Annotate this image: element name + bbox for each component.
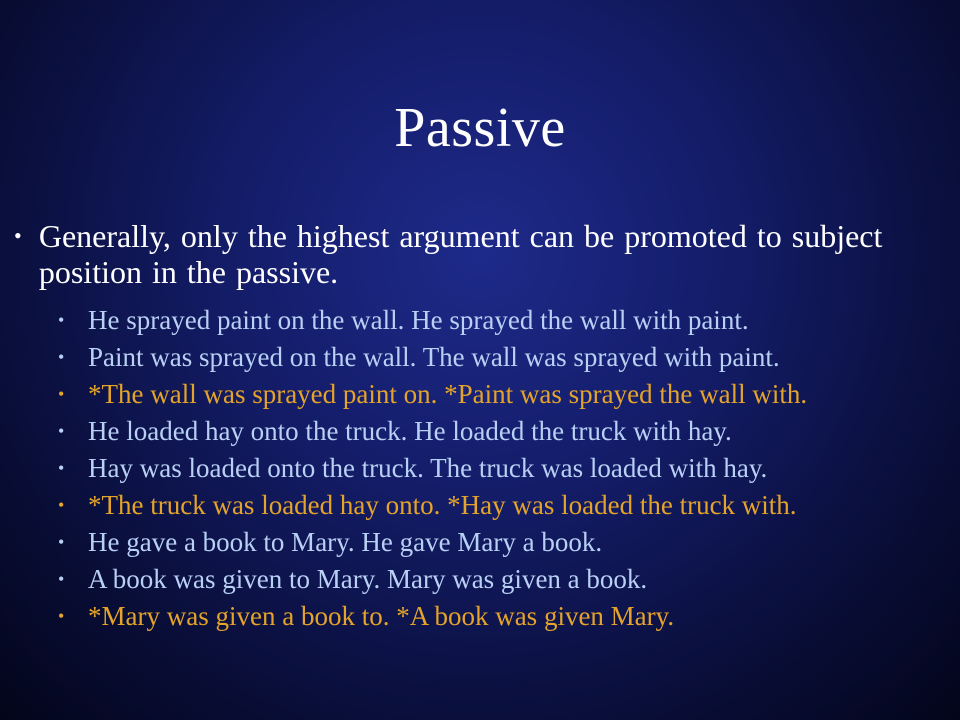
example-text: He sprayed paint on the wall. He sprayed the wall with paint. <box>88 305 749 335</box>
example-text: He gave a book to Mary. He gave Mary a book. <box>88 527 603 557</box>
slide-title: Passive <box>394 97 566 159</box>
bullet-icon: • <box>58 458 65 478</box>
example-item <box>58 341 948 378</box>
bullet-icon: • <box>58 569 65 589</box>
bullet-icon: • <box>58 347 65 367</box>
example-item <box>58 600 948 637</box>
example-text: *Mary was given a book to. *A book was given Mary. <box>88 601 675 631</box>
bullet-icon: • <box>58 421 65 441</box>
example-text: *The truck was loaded hay onto. *Hay was loaded the truck with. <box>88 490 797 520</box>
bullet-icon: • <box>14 223 22 248</box>
example-item <box>58 304 948 341</box>
example-list <box>58 304 948 637</box>
example-item <box>58 563 948 600</box>
bullet-icon: • <box>58 495 65 515</box>
example-item <box>58 489 948 526</box>
example-text: Paint was sprayed on the wall. The wall was sprayed with paint. <box>88 342 780 372</box>
bullet-icon: • <box>58 310 65 330</box>
bullet-icon: • <box>58 384 65 404</box>
bullet-icon: • <box>58 532 65 552</box>
example-item <box>58 415 948 452</box>
example-text: A book was given to Mary. Mary was given a book. <box>88 564 648 594</box>
example-item <box>58 452 948 489</box>
example-text: He loaded hay onto the truck. He loaded the truck with hay. <box>88 416 732 446</box>
main-bullet <box>14 218 934 290</box>
example-text: Hay was loaded onto the truck. The truck was loaded with hay. <box>88 453 768 483</box>
main-bullet-text: Generally, only the highest argument can be promoted to subject position in the passive. <box>38 218 883 290</box>
example-item <box>58 378 948 415</box>
example-item <box>58 526 948 563</box>
bullet-icon: • <box>58 606 65 626</box>
example-text: *The wall was sprayed paint on. *Paint was sprayed the wall with. <box>88 379 808 409</box>
